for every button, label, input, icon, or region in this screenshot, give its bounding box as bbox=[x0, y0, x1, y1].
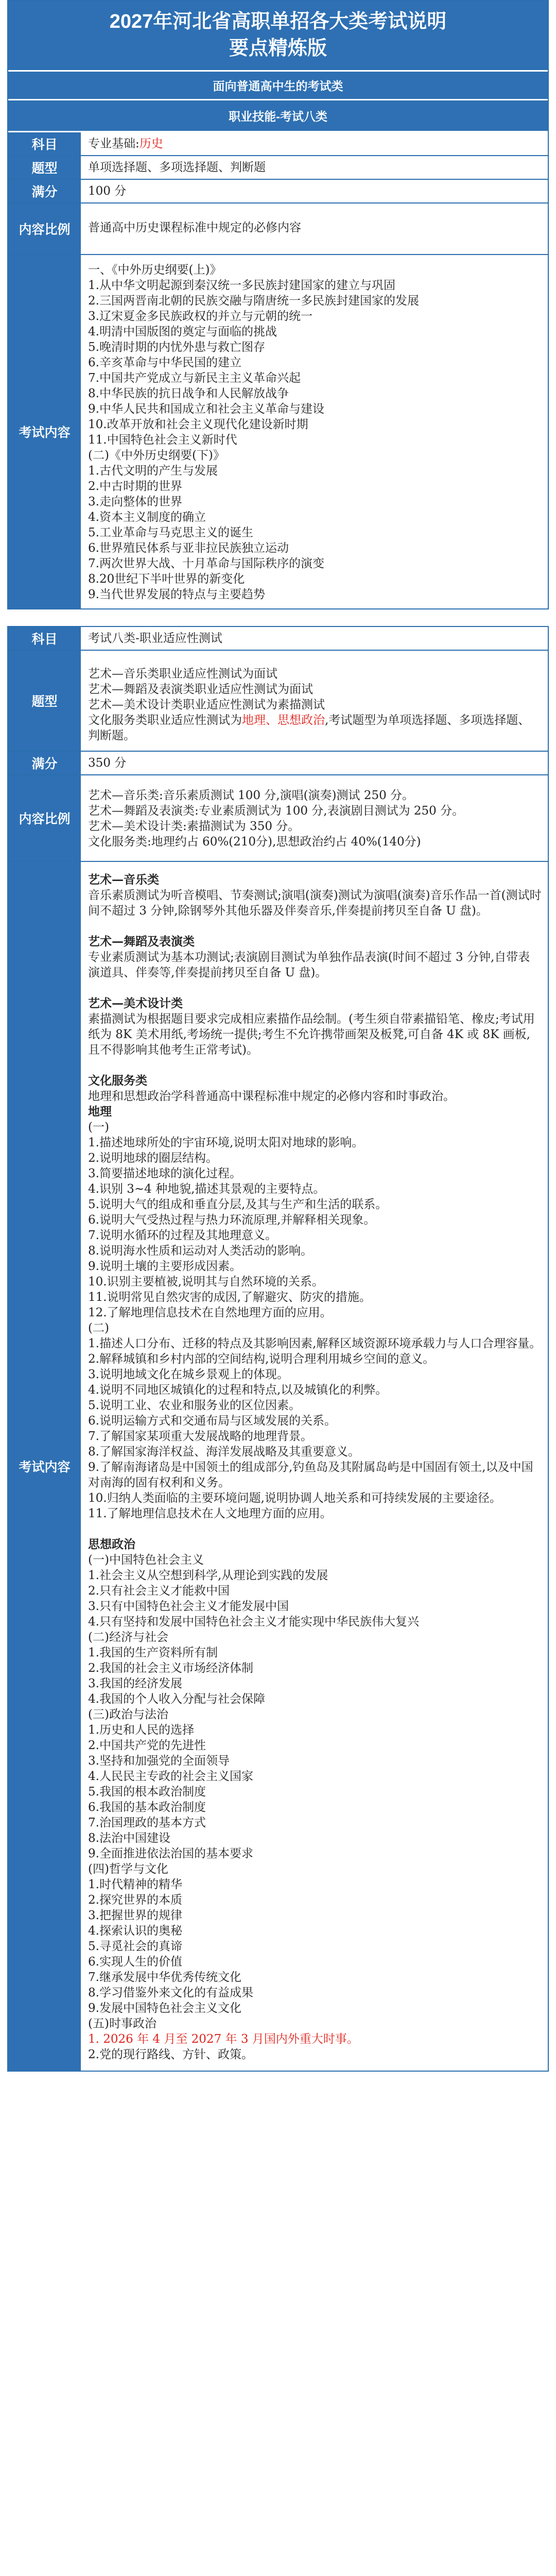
content-line: 5.工业革命与马克思主义的诞生 bbox=[88, 526, 253, 539]
geo-line: 2.说明地球的圈层结构。 bbox=[88, 1151, 218, 1165]
politics-line: 3.坚持和加强党的全面领导 bbox=[88, 1754, 230, 1768]
geo-line: 3.简要描述地球的演化过程。 bbox=[88, 1167, 241, 1180]
politics-line: 5.寻觅社会的真谛 bbox=[88, 1940, 182, 1953]
row-content-ratio-2 bbox=[8, 775, 548, 862]
label-question-type: 题型 bbox=[8, 156, 82, 179]
exam-table-aptitude bbox=[7, 626, 549, 2072]
row-exam-content-2 bbox=[8, 862, 548, 2071]
subject-highlight: 历史 bbox=[139, 137, 163, 150]
row-question-type-2 bbox=[8, 651, 548, 752]
politics-line: 7.治国理政的基本方式 bbox=[88, 1816, 206, 1829]
subject-prefix: 专业基础: bbox=[88, 137, 140, 150]
geo-line: 7.说明水循环的过程及其地理意义。 bbox=[88, 1229, 277, 1242]
row-subject-2 bbox=[8, 627, 548, 651]
content-line: 10.改革开放和社会主义现代化建设新时期 bbox=[88, 418, 308, 431]
content-ratio-line: 艺术—音乐类:音乐素质测试 100 分,演唱(演奏)测试 250 分。 bbox=[88, 789, 414, 802]
section-wenfu-title: 文化服务类 bbox=[88, 1074, 147, 1088]
section-dance-text: 专业素质测试为基本功测试;表演剧目测试为单独作品表演(时间不超过 3 分钟,自带表演道具、伴奏等,伴奏提前拷贝至自备 U 盘)。 bbox=[88, 951, 530, 979]
content-line: 9.当代世界发展的特点与主要趋势 bbox=[88, 588, 265, 601]
value-question-type: 单项选择题、多项选择题、判断题 bbox=[88, 161, 266, 174]
section-music-title: 艺术—音乐类 bbox=[88, 873, 159, 887]
label-content-ratio-2: 内容比例 bbox=[8, 775, 82, 861]
geo-line: (一) bbox=[88, 1121, 109, 1134]
section-geo-title: 地理 bbox=[88, 1105, 112, 1118]
geo-line: 1.描述地球所处的宇宙环境,说明太阳对地球的影响。 bbox=[88, 1136, 364, 1149]
row-full-score bbox=[8, 180, 548, 204]
exam-table-history bbox=[7, 0, 549, 609]
content-line: 1.古代文明的产生与发展 bbox=[88, 464, 218, 478]
content-line: 2.三国两晋南北朝的民族交融与隋唐统一多民族封建国家的发展 bbox=[88, 294, 419, 308]
row-subject bbox=[8, 132, 548, 156]
content-line: 8.中华民族的抗日战争和人民解放战争 bbox=[88, 387, 289, 400]
geo-line: 9.说明土壤的主要形成因素。 bbox=[88, 1260, 241, 1273]
question-type-line: 艺术—舞蹈及表演类职业适应性测试为面试 bbox=[88, 683, 313, 696]
section-wenfu-intro: 地理和思想政治学科普通高中课程标准中规定的必修内容和时事政治。 bbox=[88, 1090, 455, 1103]
politics-line: 6.实现人生的价值 bbox=[88, 1955, 182, 1969]
politics-line: 9.发展中国特色社会主义文化 bbox=[88, 2002, 241, 2015]
politics-line: 1.历史和人民的选择 bbox=[88, 1723, 194, 1737]
geo-line: 3.说明地域文化在城乡景观上的体现。 bbox=[88, 1368, 289, 1381]
geo-line: 8.说明海水性质和运动对人类活动的影响。 bbox=[88, 1244, 312, 1258]
geo-line: 1.描述人口分布、迁移的特点及其影响因素,解释区域资源环境承载力与人口合理容量。 bbox=[88, 1337, 542, 1350]
geo-line: 12.了解地理信息技术在自然地理方面的应用。 bbox=[88, 1306, 332, 1319]
geo-line: 5.说明工业、农业和服务业的区位因素。 bbox=[88, 1399, 301, 1412]
geo-line: 9.了解南海诸岛是中国领土的组成部分,钓鱼岛及其附属岛屿是中国固有领土,以及中国对南海的固有权利和义务。 bbox=[88, 1461, 533, 1489]
wenfu-post: ,考试题型为单项选择题、多项选择题、判断题。 bbox=[88, 714, 530, 742]
geo-line: 4.识别 3~4 种地貌,描述其景观的主要特点。 bbox=[88, 1182, 325, 1196]
value-full-score: 100 分 bbox=[88, 184, 127, 198]
question-type-line: 艺术—美术设计类职业适应性测试为素描测试 bbox=[88, 698, 325, 711]
content-line: 3.辽宋夏金多民族政权的并立与元朝的统一 bbox=[88, 310, 312, 323]
geo-line: 8.了解国家海洋权益、海洋发展战略及其重要意义。 bbox=[88, 1445, 360, 1459]
content-line: 1.从中华文明起源到秦汉统一多民族封建国家的建立与巩固 bbox=[88, 279, 395, 292]
geo-line: 4.说明不同地区城镇化的过程和特点,以及城镇化的利弊。 bbox=[88, 1383, 388, 1397]
section-dance-title: 艺术—舞蹈及表演类 bbox=[88, 935, 195, 948]
band-audience: 面向普通高中生的考试类 bbox=[8, 72, 548, 100]
politics-line: 9.全面推进依法治国的基本要求 bbox=[88, 1847, 253, 1860]
question-type-wenfu bbox=[88, 713, 542, 743]
politics-line: 6.我国的基本政治制度 bbox=[88, 1801, 206, 1814]
label-full-score: 满分 bbox=[8, 180, 82, 202]
value-question-type-2 bbox=[82, 651, 548, 751]
section-music-text: 音乐素质测试为听音模唱、节奏测试;演唱(演奏)测试为演唱(演奏)音乐作品一首(测试时间不超过 3 分钟,除钢琴外其他乐器及伴奏音乐,伴奏提前拷贝至自备 U 盘)。 bbox=[88, 889, 542, 918]
question-type-line: 艺术—音乐类职业适应性测试为面试 bbox=[88, 667, 277, 681]
value-subject bbox=[82, 132, 548, 155]
row-question-type bbox=[8, 156, 548, 180]
content-line: 6.世界殖民体系与亚非拉民族独立运动 bbox=[88, 541, 289, 555]
politics-line: 1.时代精神的精华 bbox=[88, 1878, 182, 1891]
label-exam-content-2: 考试内容 bbox=[8, 862, 82, 2071]
geo-line: 11.说明常见自然灾害的成因,了解避灾、防灾的措施。 bbox=[88, 1291, 371, 1304]
geo-line: 5.说明大气的组成和垂直分层,及其与生产和生活的联系。 bbox=[88, 1198, 388, 1211]
content-line: (二)《中外历史纲要(下)》 bbox=[88, 449, 225, 462]
wenfu-pre: 文化服务类职业适应性测试为 bbox=[88, 714, 242, 727]
label-content-ratio: 内容比例 bbox=[8, 204, 82, 254]
value-exam-content-2 bbox=[82, 862, 548, 2071]
geo-line: 7.了解国家某项重大发展战略的地理背景。 bbox=[88, 1430, 312, 1443]
current-affairs-1: 1. 2026 年 4 月至 2027 年 3 月国内外重大时事。 bbox=[88, 2032, 359, 2046]
title-line-2: 要点精炼版 bbox=[229, 38, 327, 59]
label-subject: 科目 bbox=[8, 132, 82, 155]
page-title bbox=[8, 1, 548, 72]
politics-line: 8.法治中国建设 bbox=[88, 1832, 170, 1845]
content-ratio-line: 艺术—舞蹈及表演类:专业素质测试为 100 分,表演剧目测试为 250 分。 bbox=[88, 804, 464, 818]
politics-line: 3.只有中国特色社会主义才能发展中国 bbox=[88, 1600, 289, 1613]
politics-line: 3.我国的经济发展 bbox=[88, 1677, 182, 1690]
politics-line: 2.只有社会主义才能救中国 bbox=[88, 1584, 230, 1598]
content-line: 7.两次世界大战、十月革命与国际秩序的演变 bbox=[88, 557, 324, 570]
content-line: 11.中国特色社会主义新时代 bbox=[88, 433, 237, 447]
politics-line: (四)哲学与文化 bbox=[88, 1862, 168, 1876]
value-content-ratio: 普通高中历史课程标准中规定的必修内容 bbox=[88, 221, 301, 234]
politics-line: 1.我国的生产资料所有制 bbox=[88, 1646, 218, 1659]
label-full-score-2: 满分 bbox=[8, 752, 82, 774]
geo-line: 11.了解地理信息技术在人文地理方面的应用。 bbox=[88, 1507, 332, 1520]
content-line: 8.20世纪下半叶世界的新变化 bbox=[88, 572, 245, 586]
politics-line: 2.我国的社会主义市场经济体制 bbox=[88, 1662, 253, 1675]
content-ratio-line: 艺术—美术设计类:素描测试为 350 分。 bbox=[88, 820, 300, 833]
geo-line: 6.说明大气受热过程与热力环流原理,并解释相关现象。 bbox=[88, 1213, 376, 1227]
wenfu-red: 地理、思想政治 bbox=[242, 714, 325, 727]
content-line: 5.晚清时期的内忧外患与救亡图存 bbox=[88, 341, 265, 354]
politics-line: (五)时事政治 bbox=[88, 2017, 157, 2030]
value-full-score-2: 350 分 bbox=[88, 756, 127, 770]
politics-line: 1.社会主义从空想到科学,从理论到实践的发展 bbox=[88, 1569, 328, 1582]
content-line: 一、《中外历史纲要(上)》 bbox=[88, 263, 222, 277]
section-art-text: 素描测试为根据题目要求完成相应素描作品绘制。(考生须自带素描铅笔、橡皮;考试用纸为 8K 美术用纸,考场统一提供;考生不允许携带画架及板凳,可自备 4K 或 8K 画板,且不得影响其他考生正常考试)。 bbox=[88, 1012, 535, 1057]
value-exam-content bbox=[82, 255, 548, 608]
band-category: 职业技能-考试八类 bbox=[8, 100, 548, 132]
section-pol-title: 思想政治 bbox=[88, 1537, 135, 1551]
value-content-ratio-2 bbox=[82, 775, 548, 861]
row-exam-content bbox=[8, 255, 548, 608]
label-subject-2: 科目 bbox=[8, 627, 82, 650]
politics-line: 4.只有坚持和发展中国特色社会主义才能实现中华民族伟大复兴 bbox=[88, 1615, 419, 1629]
politics-line: 4.人民民主专政的社会主义国家 bbox=[88, 1770, 253, 1783]
content-line: 7.中国共产党成立与新民主主义革命兴起 bbox=[88, 371, 301, 385]
content-line: 2.中古时期的世界 bbox=[88, 480, 182, 493]
politics-line: 8.学习借鉴外来文化的有益成果 bbox=[88, 1986, 253, 1999]
politics-line: 7.继承发展中华优秀传统文化 bbox=[88, 1971, 241, 1984]
politics-line: 3.把握世界的规律 bbox=[88, 1909, 182, 1922]
row-content-ratio bbox=[8, 204, 548, 255]
geo-line: 2.解释城镇和乡村内部的空间结构,说明合理利用城乡空间的意义。 bbox=[88, 1352, 435, 1366]
content-line: 4.明清中国版图的奠定与面临的挑战 bbox=[88, 325, 277, 338]
politics-line: 2.中国共产党的先进性 bbox=[88, 1739, 206, 1752]
label-exam-content: 考试内容 bbox=[8, 255, 82, 608]
label-question-type-2: 题型 bbox=[8, 651, 82, 751]
politics-line: 2.探究世界的本质 bbox=[88, 1893, 182, 1907]
row-full-score-2 bbox=[8, 752, 548, 775]
politics-line: 4.探索认识的奥秘 bbox=[88, 1924, 182, 1938]
content-line: 9.中华人民共和国成立和社会主义革命与建设 bbox=[88, 402, 324, 416]
geo-line: (二) bbox=[88, 1321, 109, 1335]
politics-line: (一)中国特色社会主义 bbox=[88, 1553, 204, 1567]
current-affairs-2: 2.党的现行路线、方针、政策。 bbox=[88, 2048, 253, 2061]
title-line-1: 2027年河北省高职单招各大类考试说明 bbox=[109, 11, 447, 32]
politics-line: 5.我国的根本政治制度 bbox=[88, 1785, 206, 1799]
content-line: 6.辛亥革命与中华民国的建立 bbox=[88, 356, 241, 369]
politics-line: (三)政治与法治 bbox=[88, 1708, 168, 1721]
geo-line: 10.归纳人类面临的主要环境问题,说明协调人地关系和可持续发展的主要途径。 bbox=[88, 1492, 501, 1505]
content-line: 4.资本主义制度的确立 bbox=[88, 511, 206, 524]
content-line: 3.走向整体的世界 bbox=[88, 495, 182, 509]
geo-line: 10.识别主要植被,说明其与自然环境的关系。 bbox=[88, 1275, 324, 1289]
section-art-title: 艺术—美术设计类 bbox=[88, 996, 183, 1010]
politics-line: 4.我国的个人收入分配与社会保障 bbox=[88, 1692, 265, 1706]
geo-line: 6.说明运输方式和交通布局与区域发展的关系。 bbox=[88, 1414, 336, 1428]
politics-line: (二)经济与社会 bbox=[88, 1631, 168, 1644]
content-ratio-line: 文化服务类:地理约占 60%(210分),思想政治约占 40%(140分) bbox=[88, 835, 421, 849]
value-subject-2: 考试八类-职业适应性测试 bbox=[88, 632, 222, 645]
